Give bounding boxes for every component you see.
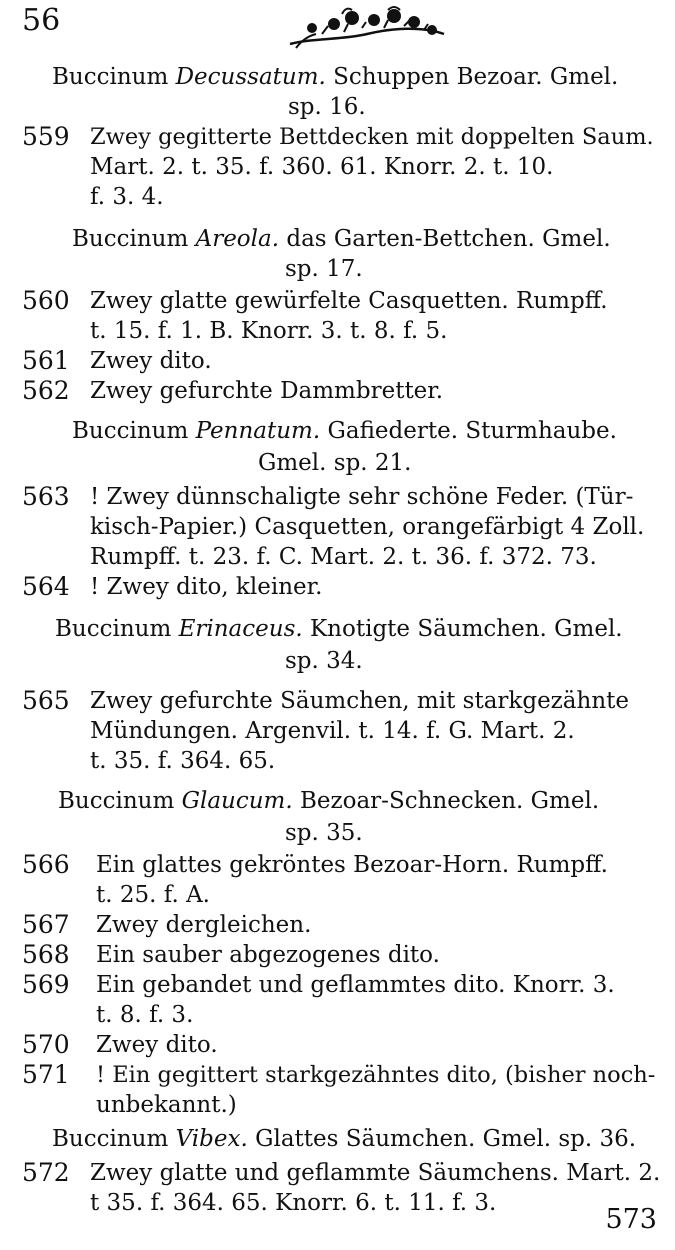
entry-line: Ein sauber abgezogenes dito.	[96, 942, 440, 968]
entry-line: Zwey dito.	[96, 1032, 218, 1058]
entry-line: Zwey glatte gewürfelte Casquetten. Rumpff.	[90, 288, 608, 314]
entry-line: Zwey gefurchte Dammbretter.	[90, 378, 444, 404]
entry-line: Zwey dergleichen.	[96, 912, 312, 938]
entry-number: 567	[22, 910, 70, 939]
entry-number: 572	[22, 1158, 70, 1187]
floral-vignette-icon	[282, 4, 452, 52]
species-number: Gmel. sp. 21.	[258, 450, 412, 476]
entry-number: 563	[22, 482, 70, 511]
entry-number: 566	[22, 850, 70, 879]
entry-number: 560	[22, 286, 70, 315]
entry-line: Mündungen. Argenvil. t. 14. f. G. Mart. 2.	[90, 718, 575, 744]
entry-line: ! Zwey dito, kleiner.	[90, 574, 323, 600]
genus-heading: Buccinum Decussatum. Schuppen Bezoar. Gmel.	[52, 64, 619, 90]
entry-line: Zwey dito.	[90, 348, 212, 374]
species-number: sp. 17.	[285, 256, 363, 282]
page-number: 56	[22, 3, 61, 38]
entry-line: unbekannt.)	[96, 1092, 237, 1118]
genus-heading: Buccinum Vibex. Glattes Säumchen. Gmel. sp. 36.	[52, 1126, 637, 1152]
entry-number: 559	[22, 122, 70, 151]
entry-line: Mart. 2. t. 35. f. 360. 61. Knorr. 2. t. 10.	[90, 154, 554, 180]
genus-heading: Buccinum Areola. das Garten-Bettchen. Gmel.	[72, 226, 611, 252]
entry-line: t. 8. f. 3.	[96, 1002, 194, 1028]
entry-line: Zwey gegitterte Bettdecken mit doppelten Saum.	[90, 124, 654, 150]
entry-number: 570	[22, 1030, 70, 1059]
catchword: 573	[605, 1204, 657, 1235]
entry-line: t. 15. f. 1. B. Knorr. 3. t. 8. f. 5.	[90, 318, 448, 344]
species-number: sp. 34.	[285, 648, 363, 674]
species-number: sp. 35.	[285, 820, 363, 846]
entry-number: 571	[22, 1060, 70, 1089]
entry-line: Rumpff. t. 23. f. C. Mart. 2. t. 36. f. 372. 73.	[90, 544, 597, 570]
entry-line: t. 35. f. 364. 65.	[90, 748, 276, 774]
species-number: sp. 16.	[288, 94, 366, 120]
entry-number: 564	[22, 572, 70, 601]
genus-heading: Buccinum Glaucum. Bezoar-Schnecken. Gmel.	[58, 788, 600, 814]
entry-line: ! Zwey dünnschaligte sehr schöne Feder. (Tür-	[90, 484, 634, 510]
entry-line: Zwey glatte und geflammte Säumchens. Mart. 2.	[90, 1160, 661, 1186]
entry-line: kisch-Papier.) Casquetten, orangefärbigt 4 Zoll.	[90, 514, 645, 540]
entry-line: t 35. f. 364. 65. Knorr. 6. t. 11. f. 3.	[90, 1190, 497, 1216]
entry-line: Ein glattes gekröntes Bezoar-Horn. Rumpff.	[96, 852, 608, 878]
entry-number: 568	[22, 940, 70, 969]
genus-heading: Buccinum Pennatum. Gafiederte. Sturmhaube.	[72, 418, 617, 444]
entry-line: f. 3. 4.	[90, 184, 164, 210]
entry-line: Zwey gefurchte Säumchen, mit starkgezähnte	[90, 688, 629, 714]
entry-number: 569	[22, 970, 70, 999]
entry-line: t. 25. f. A.	[96, 882, 210, 908]
entry-number: 562	[22, 376, 70, 405]
entry-number: 561	[22, 346, 70, 375]
entry-number: 565	[22, 686, 70, 715]
entry-line: ! Ein gegittert starkgezähntes dito, (bisher noch-	[96, 1062, 656, 1088]
entry-line: Ein gebandet und geflammtes dito. Knorr. 3.	[96, 972, 615, 998]
genus-heading: Buccinum Erinaceus. Knotigte Säumchen. Gmel.	[55, 616, 623, 642]
